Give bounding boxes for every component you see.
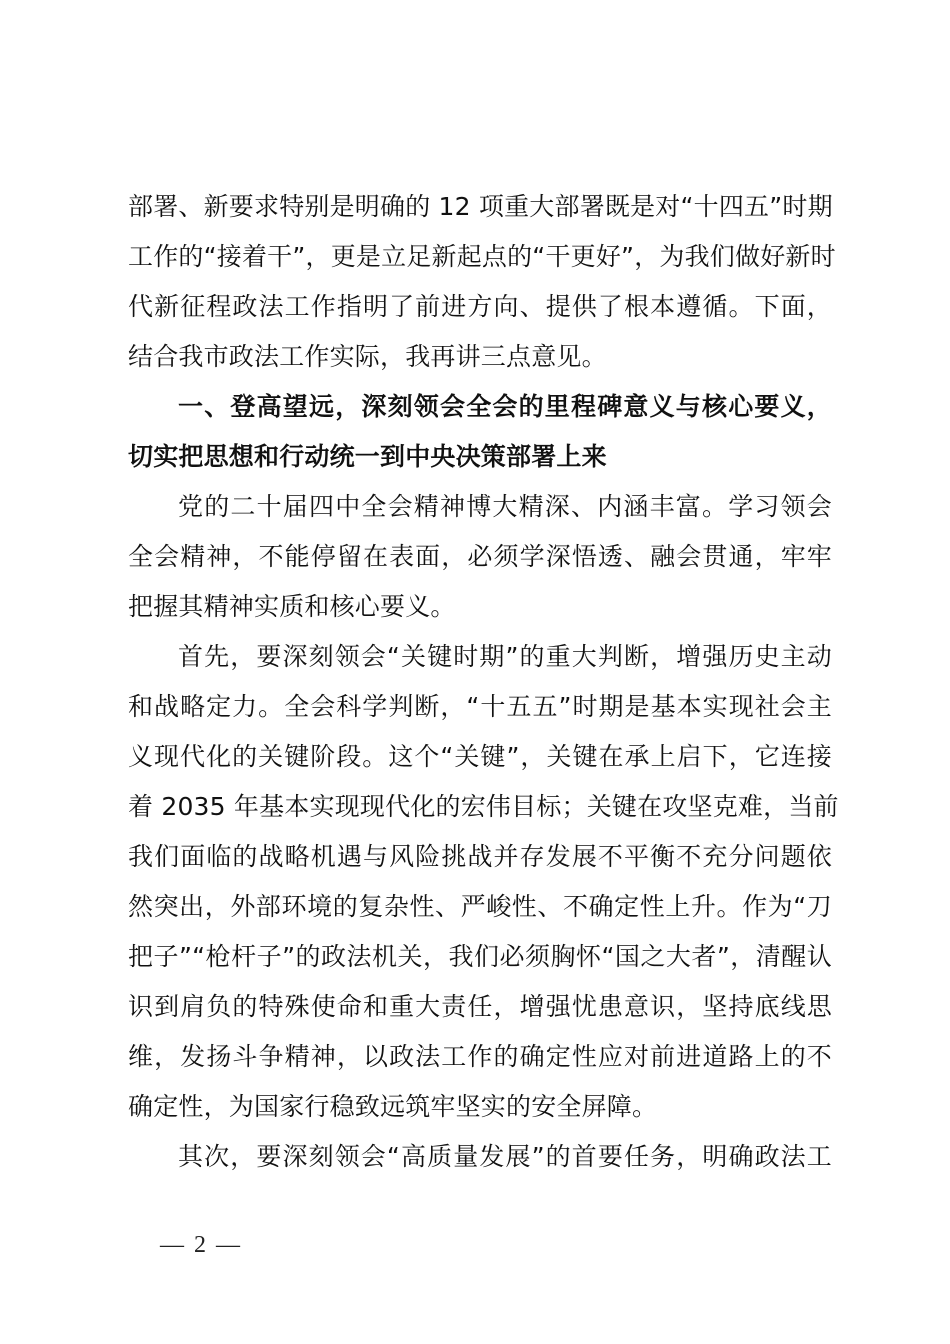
- text-line: 把握其精神实质和核心要义。: [128, 592, 456, 621]
- heading-line: 一、登高望远，深刻领会全会的里程碑意义与核心要义，: [178, 392, 832, 421]
- text-line: 然突出，外部环境的复杂性、严峻性、不确定性上升。作为“刀: [128, 892, 832, 921]
- text-line: 全会精神，不能停留在表面，必须学深悟透、融会贯通，牢牢: [128, 542, 832, 571]
- text-line: 和战略定力。全会科学判断，“十五五”时期是基本实现社会主: [128, 692, 832, 721]
- paragraph-continuation: [128, 185, 836, 385]
- text-line: 义现代化的关键阶段。这个“关键”，关键在承上启下，它连接: [128, 742, 832, 771]
- text-line: 党的二十届四中全会精神博大精深、内涵丰富。学习领会: [178, 492, 832, 521]
- text-line: 把子”“枪杆子”的政法机关，我们必须胸怀“国之大者”，清醒认: [128, 942, 832, 971]
- document-body: [128, 185, 839, 1185]
- text-line: 识到肩负的特殊使命和重大责任，增强忧患意识，坚持底线思: [128, 992, 832, 1021]
- text-line: 着 2035 年基本实现现代化的宏伟目标；关键在攻坚克难，当前: [128, 792, 839, 821]
- text-line: 维，发扬斗争精神，以政法工作的确定性应对前进道路上的不: [128, 1042, 832, 1071]
- text-line: 其次，要深刻领会“高质量发展”的首要任务，明确政法工: [178, 1142, 832, 1171]
- text-line: 结合我市政法工作实际，我再讲三点意见。: [128, 342, 607, 371]
- text-line: 我们面临的战略机遇与风险挑战并存发展不平衡不充分问题依: [128, 842, 832, 871]
- text-line: 首先，要深刻领会“关键时期”的重大判断，增强历史主动: [178, 642, 832, 671]
- text-line: 确定性，为国家行稳致远筑牢坚实的安全屏障。: [128, 1092, 658, 1121]
- text-line: 代新征程政法工作指明了前进方向、提供了根本遵循。下面，: [128, 292, 832, 321]
- section-heading: [128, 385, 832, 485]
- text-line: 工作的“接着干”，更是立足新起点的“干更好”，为我们做好新时: [128, 242, 836, 271]
- paragraph: [128, 1135, 832, 1185]
- page-number: — 2 —: [160, 1232, 242, 1258]
- paragraph: [128, 485, 832, 635]
- paragraph: [128, 635, 839, 1135]
- heading-line: 切实把思想和行动统一到中央决策部署上来: [128, 442, 607, 471]
- text-line: 部署、新要求特别是明确的 12 项重大部署既是对“十四五”时期: [128, 192, 833, 221]
